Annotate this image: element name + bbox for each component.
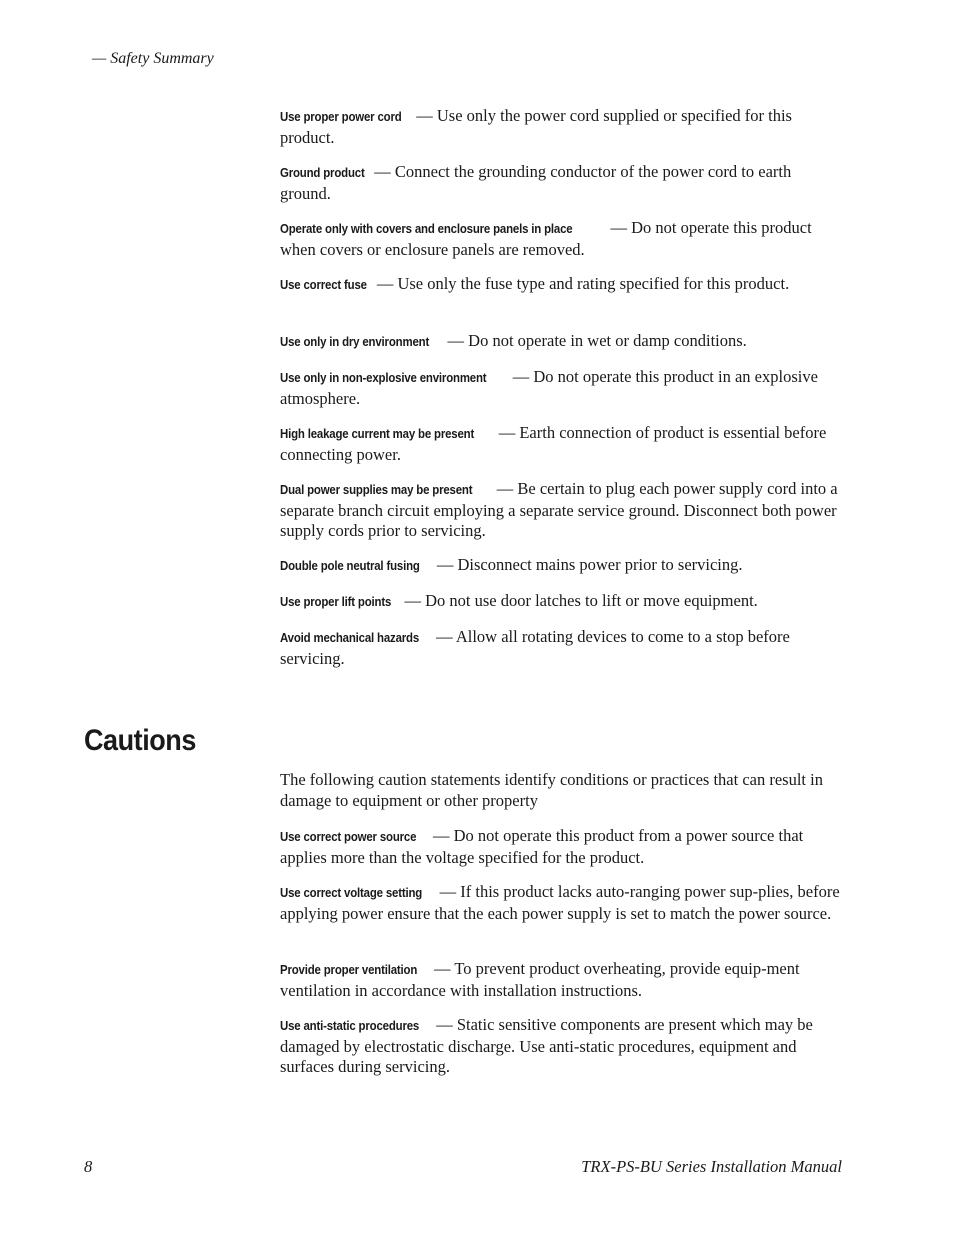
warning-text: — Use only the power cord supplied or specified for this product.	[280, 106, 792, 147]
section-title-cautions: Cautions	[84, 724, 196, 757]
warning-term: Avoid mechanical hazards	[280, 630, 420, 645]
warning-item	[280, 423, 842, 465]
page-number: 8	[84, 1157, 93, 1176]
warning-item	[280, 367, 842, 409]
warning-text: — Do not use door latches to lift or move equipment.	[400, 591, 758, 610]
caution-text: — Do not operate this product from a power source that applies more than the voltage specified for the product.	[280, 826, 804, 867]
warning-term: Double pole neutral fusing	[280, 558, 420, 573]
caution-text: — If this product lacks auto-ranging power sup-plies, before applying power ensure that the each power supply is set to match the power source.	[280, 882, 840, 923]
warning-text: — Allow all rotating devices to come to a stop before servicing.	[280, 627, 790, 668]
cautions-intro: The following caution statements identify conditions or practices that can result in damage to equipment or other property	[280, 770, 823, 810]
warning-term: Operate only with covers and enclosure panels in place	[280, 221, 573, 236]
warning-text: — Use only the fuse type and rating specified for this product.	[372, 274, 790, 293]
warning-text: — Disconnect mains power prior to servicing.	[432, 555, 743, 574]
caution-term: Provide proper ventilation	[280, 962, 418, 977]
caution-term: Use correct power source	[280, 829, 417, 844]
warning-text: — Do not operate in wet or damp conditions.	[443, 331, 747, 350]
warning-item	[280, 106, 842, 148]
warning-term: Use only in dry environment	[280, 334, 430, 349]
warning-item	[280, 274, 842, 296]
warning-item	[280, 331, 842, 353]
warning-text: — Do not operate this product in an explosive atmosphere.	[280, 367, 818, 408]
warning-term: Ground product	[280, 165, 365, 180]
warning-item	[280, 591, 842, 613]
manual-title: TRX-PS-BU Series Installation Manual	[581, 1157, 842, 1176]
caution-item	[280, 959, 842, 1001]
warning-term: Use correct fuse	[280, 277, 367, 292]
warning-term: High leakage current may be present	[280, 426, 475, 441]
running-header: — Safety Summary	[92, 50, 214, 67]
warning-item	[280, 218, 842, 260]
caution-item	[280, 1015, 842, 1078]
warning-text: — Be certain to plug each power supply cord into a separate branch circuit employing a separate service ground. Disconnect both power supply cords prior to servicing.	[280, 479, 838, 540]
warning-term: Use proper power cord	[280, 109, 402, 124]
warning-text: — Connect the grounding conductor of the power cord to earth ground.	[280, 162, 792, 203]
warning-term: Dual power supplies may be present	[280, 482, 473, 497]
warning-item	[280, 479, 842, 542]
caution-term: Use anti-static procedures	[280, 1018, 420, 1033]
warning-text: — Earth connection of product is essential before connecting power.	[280, 423, 827, 464]
caution-text: — To prevent product overheating, provide equip-ment ventilation in accordance with installation instructions.	[280, 959, 800, 1000]
caution-term: Use correct voltage setting	[280, 885, 423, 900]
warning-term: Use only in non-explosive environment	[280, 370, 487, 385]
warning-item	[280, 627, 842, 669]
caution-item	[280, 826, 842, 868]
caution-item	[280, 882, 842, 924]
warning-text: — Do not operate this product when covers or enclosure panels are removed.	[280, 218, 812, 259]
warning-item	[280, 162, 842, 204]
caution-text: — Static sensitive components are present which may be damaged by electrostatic discharge. Use anti-static procedures, equipment and surfaces during servicing.	[280, 1015, 813, 1076]
warning-term: Use proper lift points	[280, 594, 392, 609]
warning-item	[280, 555, 842, 577]
